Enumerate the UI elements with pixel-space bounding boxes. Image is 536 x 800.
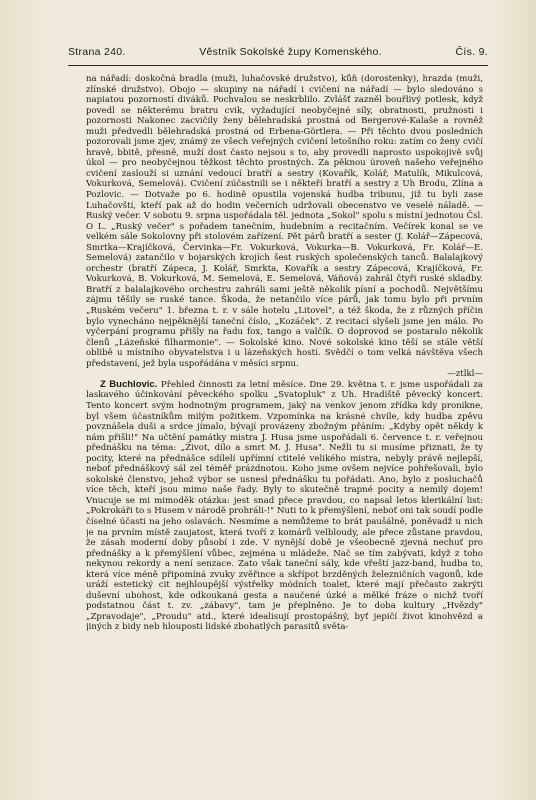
author-signature: —ztlkl— [447,369,483,380]
buchlovice-paragraph [86,380,483,633]
section-text: Přehled činnosti za letní měsíce. Dne 29. května t. r. jsme uspořádali za laskavého účinkování pěveckého spolku „Svatopluk" z Uh. Hradiště pěvecký koncert. Tento koncert svým hodnotným programem, jaký na venkov jenom zřídka kdy proniknе, byl všem účastníkům milým požitkem. Vzpomínka na krásné chvíle, kdy hudba zpěvu povznášela duši a srdce jímalo, bývají provázeny zbožným přáním: „Kdyby opět někdy k nám přišli!" Na učtění památky mistra J. Husa jsme uspořádali 6. července t. r. veřejnou přednášku na téma: „Život, dílo a smrt M. J. Husa". Nežli tu si musíme přiznati, že ty pocity, které na přednášce sdílelí upřímní ctitelé velikého mistra, nebyly právě nejlepší, neboť přednáškový sál zel téměř prázdnotou. Koho jsme ovšem nejvíce pohřešovali, bylo sokolské členstvo, jehož výbor se usnesl přednášku tu pořádati. Ano, bylo z posluchačů více těch, kteří jsou mimo naše řady. Byly to skutečně trapné pocity a nemilý dojem! Vnucuje se mi mimoděk otázka: jest snad přece pravdou, co napsal letos klerikální list: „Pokrokáři to s Husem v národě prohráli-!" Nuti to k přemýšlení, neboť oni tak soudí podle číselné účasti na jeho oslavách. Nesmíme a nemůžeme to brát paušálně, poněvadž u nich je na prvním místě zaujatost, která tvoří z komárů velbloudy, ale přece zůstane pravdou, že zásah moderní doby působí i zde. V nynější době je všeobecně zjevná nechuť pro přednášky a k přemýšlení vůbec, zejména u mládeže. Nač se tím zabývati, když z toho nekynou rekordy a není senzace. Zato však taneční sály, kde vřeští jazz-band, hudba to, která více méně připomíná zvuky zvěřince a skřípot brzděných železničních vagonů, kde uráží estetický cit nejhloupější výstřelky módních toalet, které mají přečasto zakrýti duševní ubohost, kde odkoukaná gesta a naučené úzké a mělké fráze o nichž tvoří podstatnou část t. zv. „zábavy", tam je přeplněno. Je to doba kultury „Hvězdy" „Zpravodaje", „Proudu" atd., které idealisují prostopášný, byť jepičí život kinohvězd a jiných z bidy neb hlouposti lidské zbohatlých parasitů světa- [86,379,483,633]
issue-number: Čís. 9. [455,46,488,58]
article-body [86,74,483,764]
section-heading: Z Buchlovic. [100,378,158,390]
journal-title: Věstník Sokolské župy Komenského. [199,46,382,58]
header-rule [68,65,488,66]
page-number: Strana 240. [68,46,126,58]
report-paragraph: na nářadí: doskočná bradla (muži, luhačovské družstvo), kůň (dorostenky), hrazda (muži, zlínské družstvo). Obojo — skupiny na nářadí i cvičení na nářadí — bylo sledováno s napiatou pozorností diváků. Pochvalou se neskrblilo. Zvlášť zazněl bouřlivý potlesk, když povedl se některému bratru cvik, vyžadující neobyčejné síly, obratnosti, pružnosti i pozornosti Nakonec zacvičily ženy bělehradská prostná od Bergerové-Kalaše a rovněž muži předvedli bělehradská prostná od Erbena-Görtlera. — Při těchto dvou posledních pozorovali jsme zjev, známý ze všech veřejných cvičení letošního roku: zatím co ženy cvičí hravě, bbitě, přesně, muží dost často nejsou s to, aby provedli naprosto uspokojivě svůj úkol — pro neobyčejnou těžkost těchto prostných. Za pěknou úroveň našeho veřejného cvičení zaslouží si uznání vedoucí bratří a sestry (Kovařík, Kolář, Matulík, Mikulcová, Vokurková, Semelová). Cvičení zúčastnili se i někteří bratří a sestry z Uh Brodu, Zlína a Pozlovic. — Dotvaže po 6. hodině opustila vojenská hudba tribunu, již tu byli zase Luhačovští, kteří pak až do hodin večerních udržovali obecenstvo ve veselé náladě. — Ruský večer. V sobotu 9. srpna uspořádala těl. jednota „Sokol" spolu s místní jednotou Čsl. O L. „Ruský večer" s pořadem tanečním, hudebním a recitačním. Večírek konal se ve velkém sále Sokolovny při stolovém zařízení. Pět párů bratří a sester (J. Kolář—Zápecová, Smrtka—Krajíčková, Červinka—Fr. Vokurková, Vokurka—B. Vokurková, Fr. Kolář—E. Semelová) zatančilo v bojarských krojích šest ruských společenských tanců. Balalajkový orchestr (bratří Zápeca, J. Kolář, Smrkta, Kovařík a sestry Zápecová, Krajíčková, Fr. Vokurková, B. Vokurková, M. Semelová, E. Semelová, Váňová) zahrál čtyři ruské skladby. Bratří z balalajkového orchestru zahráli sami ještě několik písní a pochodů. Největšímu zájmu těšily se ruské tance. Škoda, že netančilo více párů, jak tomu bylo při prvním „Ruském večeru" 1. března t. r. v sále hotelu „Litovel", a též škoda, že z různých příčin bylo vynecháno nejpěknější taneční číslo, „Kozáček". Z recitací slyšeli jsme jen málo. Po vyčerpání programu přišly na řadu fox, tango a valčík. O doprovod se postaralo několik členů „Lázeňské filharmonie". — Sokolské kino. Nové sokolské kino těší se stále větší oblibě u místního obyvatelstva i u lázeňských hostí. Svědčí o tom velká návštěva všech představení, jež byla uspořádána v měsíci srpnu. [86,74,483,369]
page-header [68,46,488,64]
